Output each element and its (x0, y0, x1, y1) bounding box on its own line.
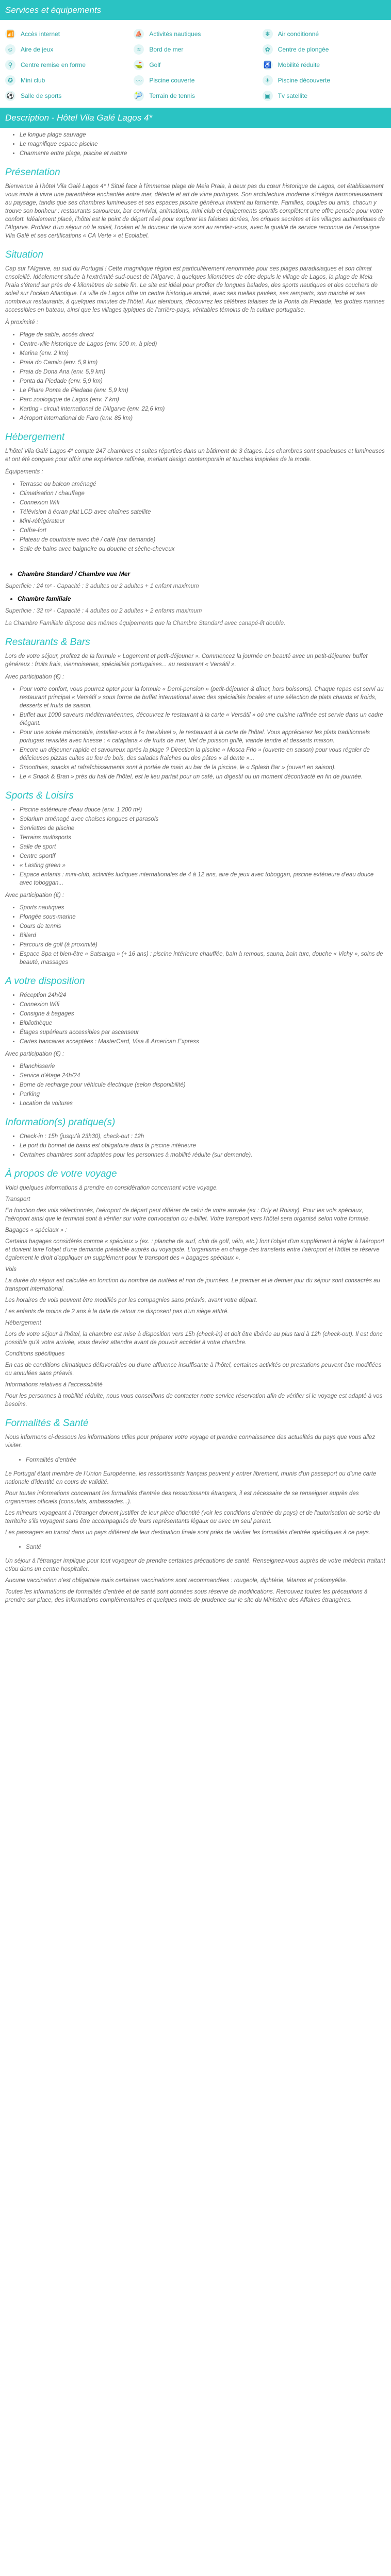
amenity-label: Tv satellite (278, 92, 308, 99)
room-standard-text: Superficie : 24 m² - Capacité : 3 adultes ou 2 adultes + 1 enfant maximum (5, 583, 199, 589)
lodging-title: Hébergement (5, 432, 65, 443)
formalities-paragraph: Les passagers en transit dans un pays différent de leur destination finale sont priés de vérifier les formalités d'entrée spécifiques à ce pays. (5, 1530, 370, 1536)
amenity-label: Air conditionné (278, 30, 319, 38)
amenity-label: Aire de jeux (21, 46, 54, 53)
restaurant-item: • Pour votre confort, vous pourrez opter pour la formule « Demi-pension » (petit-déjeuner & dîner, hors boissons). Chaque repas est servi au restaurant principal « Versátil » sous forme de buffet international avec des spécialités locales et une sélection de plats chauds et froids, desserts et fruits de saison. (20, 685, 386, 710)
formalities-paragraphs (5, 1470, 386, 1537)
about-paragraph: La durée du séjour est calculée en fonction du nombre de nuitées et non de journées. Le premier et le dernier jour du séjour sont consacrés au transport international. (5, 1278, 380, 1292)
sports-item: • Centre sportif (20, 852, 386, 860)
miniclub-icon: ✪ (5, 75, 15, 86)
amenity-item (5, 58, 128, 72)
lodging-item: • Coffre-fort (20, 527, 386, 535)
restaurant-item: • Pour une soirée mémorable, installez-vous à l'« Inevitável », le restaurant à la carte de l'hôtel. Vous apprécierez les plats traditionnels portugais revisités avec finesse : « cataplana » de fruits de mer, filet de poisson grillé, viande tendre et desserts maison. (20, 728, 386, 745)
lodging-item: • Connexion Wifi (20, 499, 386, 507)
about-intro: Voici quelques informations à prendre en considération concernant votre voyage. (5, 1185, 218, 1191)
about-paragraph: En cas de conditions climatiques défavorables ou d'une affluence insuffisante à l'hôtel, certaines activités ou prestations peuvent être modifiées ou annulées sans préavis. (5, 1362, 382, 1377)
about-title: À propos de votre voyage (5, 1168, 117, 1179)
formalities-list-a (5, 1456, 386, 1464)
restaurant-item: • Buffet aux 1000 saveurs méditerranéennes, découvrez le restaurant à la carte « Versátil » où une cuisine raffinée est servie dans un cadre élégant. (20, 711, 386, 727)
restaurants-list-intro: Avec participation (€) : (5, 674, 64, 680)
disposition-item: • Étages supérieurs accessibles par ascenseur (20, 1028, 386, 1037)
presentation-title: Présentation (5, 167, 60, 178)
practical-list (12, 1132, 386, 1159)
sports-paid-item: • Espace Spa et bien-être « Satsanga » (+ 16 ans) : piscine intérieure chauffée, bain à remous, sauna, bain turc, douche « Vichy », soins de beauté, massages (20, 950, 386, 967)
disposition-item: • Connexion Wifi (20, 1001, 386, 1009)
room-standard-title: Chambre Standard / Chambre vue Mer (18, 570, 131, 578)
situation-list-intro: À proximité : (5, 319, 38, 326)
sports-paid-item: • Parcours de golf (à proximité) (20, 941, 386, 949)
situation-item: • Plage de sable, accès direct (20, 331, 386, 339)
highlight-item: • Le magnifique espace piscine (20, 140, 386, 148)
kids-icon: ☺ (5, 44, 15, 55)
about-paragraph: Conditions spécifiques (5, 1351, 65, 1357)
lodging-text: L'hôtel Vila Galé Lagos 4* compte 247 chambres et suites réparties dans un bâtiment de 3 étages. Les chambres sont spacieuses et lumineuses et ont été conçues pour offrir une expérience raffinée, mariant design contemporain et touches inspirées de la mode. (5, 448, 385, 463)
room-family-title: Chambre familiale (18, 595, 71, 602)
disposition-paid-item: • Location de voitures (20, 1099, 386, 1108)
restaurant-item: • Encore un déjeuner rapide et savoureux après la plage ? Direction la piscine « Mosca Frio » (ouverte en saison) pour vous régaler de délicieuses pizzas cuites au feu de bois, des salades fraîches ou des pâtes « al dente »... (20, 746, 386, 762)
fitness-icon: ⚲ (5, 60, 15, 70)
health-paragraph: Aucune vaccination n'est obligatoire mais certaines vaccinations sont recommandées : rougeole, diphtérie, tétanos et poliomyélite. (5, 1578, 348, 1584)
about-paragraph: Transport (5, 1196, 30, 1202)
golf-icon: ⛳ (134, 60, 144, 70)
amenity-item (5, 43, 128, 56)
outdoor-pool-icon: ☀ (263, 75, 273, 86)
disposition-paid-list (12, 1062, 386, 1108)
about-paragraph: Informations relatives à l'accessibilité (5, 1382, 103, 1388)
formalities-item: • Formalités d'entrée (26, 1456, 386, 1464)
sports-item: • Espace enfants : mini-club, activités ludiques internationales de 4 à 12 ans, aire de jeux avec toboggan, piscine extérieure d'eau douce avec toboggan... (20, 871, 386, 887)
sports-item: • Terrains multisports (20, 834, 386, 842)
amenity-item (134, 74, 257, 87)
about-paragraph: Certains bagages considérés comme « spéciaux » (ex. : planche de surf, club de golf, vélo, etc.) font l'objet d'un supplément à régler à l'aéroport et doivent faire l'objet d'une demande préalable auprès du voyagiste. L'organisme en charge des transferts entre l'aéroport et l'hôtel se réserve également le droit d'appliquer un supplément pour le transport des « bagages spéciaux ». (5, 1239, 384, 1261)
amenity-item (263, 89, 386, 103)
disposition-item: • Bibliothèque (20, 1019, 386, 1027)
amenity-label: Centre remise en forme (21, 61, 86, 69)
practical-item: • Check-in : 15h (jusqu'à 23h30), check-out : 12h (20, 1132, 386, 1141)
restaurants-title: Restaurants & Bars (5, 637, 90, 648)
formalities-item: • Santé (26, 1543, 386, 1551)
amenity-label: Piscine découverte (278, 77, 331, 84)
services-banner: Services et équipements (0, 0, 391, 20)
amenity-label: Centre de plongée (278, 46, 329, 53)
sports-item: • Solarium aménagé avec chaises longues et parasols (20, 815, 386, 823)
lodging-item: • Télévision à écran plat LCD avec chaînes satellite (20, 508, 386, 516)
sports-item: • Salle de sport (20, 843, 386, 851)
about-paragraph: Pour les personnes à mobilité réduite, nous vous conseillons de contacter notre service réservation afin de vérifier si le voyage est adapté à vos besoins. (5, 1393, 383, 1408)
formalities-paragraph: Les mineurs voyageant à l'étranger doivent justifier de leur pièce d'identité (voir les conditions d'entrée du pays) et de l'autorisation de sortie du territoire s'ils voyagent sans être accompagnés de leurs représentants légaux ou avec un seul parent. (5, 1510, 380, 1524)
amenity-label: Mobilité réduite (278, 61, 320, 69)
amenity-item (134, 43, 257, 56)
amenity-item (5, 89, 128, 103)
health-paragraph: Un séjour à l'étranger implique pour tout voyageur de prendre certaines précautions de santé. Renseignez-vous auprès de votre médecin traitant et/ou dans un centre hospitalier. (5, 1558, 385, 1572)
disposition-paid-intro: Avec participation (€) : (5, 1051, 64, 1057)
amenity-item (134, 58, 257, 72)
lodging-item: • Salle de bains avec baignoire ou douche et sèche-cheveux (20, 545, 386, 553)
situation-item: • Ponta da Piedade (env. 5,9 km) (20, 377, 386, 385)
highlight-item: • Le longue plage sauvage (20, 131, 386, 139)
disposition-item: • Réception 24h/24 (20, 991, 386, 999)
lodging-item: • Mini-réfrigérateur (20, 517, 386, 526)
disposition-paid-item: • Borne de recharge pour véhicule électrique (selon disponibilité) (20, 1081, 386, 1089)
formalities-paragraph: Le Portugal étant membre de l'Union Européenne, les ressortissants français peuvent y entrer librement, munis d'un passeport ou d'une carte nationale d'identité en cours de validité. (5, 1471, 377, 1485)
restaurants-text: Lors de votre séjour, profitez de la formule « Logement et petit-déjeuner ». Commencez la journée en beauté avec un petit-déjeuner buffet généreux : fruits frais, viennoiseries, spécialités portugaises... au restaurant « Versátil ». (5, 653, 368, 668)
room-family-note: La Chambre Familiale dispose des mêmes équipements que la Chambre Standard avec canapé-lit double. (5, 620, 286, 626)
amenity-label: Salle de sports (21, 92, 62, 99)
about-paragraph: Vols (5, 1266, 17, 1273)
amenity-item (5, 27, 128, 41)
disposition-list (12, 991, 386, 1046)
formalities-intro: Nous informons ci-dessous les informations utiles pour préparer votre voyage et prendre connaissance des actualités du pays que vous allez visiter. (5, 1434, 376, 1449)
amenity-item (5, 74, 128, 87)
situation-item: • Aéroport international de Faro (env. 85 km) (20, 414, 386, 422)
situation-item: • Parc zoologique de Lagos (env. 7 km) (20, 396, 386, 404)
about-paragraph: Les enfants de moins de 2 ans à la date de retour ne disposent pas d'un siège attitré. (5, 1309, 229, 1315)
sports-paid-item: • Sports nautiques (20, 904, 386, 912)
amenity-item (263, 58, 386, 72)
activities-icon: ⛵ (134, 29, 144, 39)
about-paragraphs (5, 1195, 386, 1409)
sports-item: • Serviettes de piscine (20, 824, 386, 833)
lodging-list-intro: Équipements : (5, 469, 43, 475)
sports-item: • « Lasting green » (20, 861, 386, 870)
room-family-text: Superficie : 32 m² - Capacité : 4 adultes ou 2 adultes + 2 enfants maximum (5, 608, 202, 614)
restaurants-list (12, 685, 386, 781)
disposition-paid-item: • Blanchisserie (20, 1062, 386, 1071)
amenity-label: Bord de mer (149, 46, 184, 53)
spa-icon: ✿ (263, 44, 273, 55)
about-paragraph: En fonction des vols sélectionnés, l'aéroport de départ peut différer de celui de votre arrivée (ex : Orly et Roissy). Pour les vols spéciaux, l'aéroport ainsi que le terminal sont à vérifier sur votre convocation ou e-billet. Votre transport vers l'hôtel sera organisé selon votre formule. (5, 1208, 370, 1222)
formalities-list-b (5, 1543, 386, 1551)
amenity-label: Mini club (21, 77, 45, 84)
description-banner: Description - Hôtel Vila Galé Lagos 4* (0, 108, 391, 128)
situation-item: • Praia de Dona Ana (env. 5,9 km) (20, 368, 386, 376)
tv-icon: ▣ (263, 91, 273, 101)
sports-list (12, 806, 386, 887)
amenity-label: Terrain de tennis (149, 92, 196, 99)
formalities-title: Formalités & Santé (5, 1418, 89, 1429)
amenity-label: Accès internet (21, 30, 60, 38)
lodging-list (12, 480, 386, 553)
situation-item: • Le Phare Ponta de Piedade (env. 5,9 km) (20, 386, 386, 395)
situation-item: • Marina (env. 2 km) (20, 349, 386, 358)
sports-item: • Piscine extérieure d'eau douce (env. 1 200 m²) (20, 806, 386, 814)
restaurant-item: • Smoothies, snacks et rafraîchissements sont à portée de main au bar de la piscine, le « Splash Bar » (ouvert en saison). (20, 764, 386, 772)
about-paragraph: Les horaires de vols peuvent être modifiés par les compagnies sans préavis, avant votre départ. (5, 1297, 258, 1303)
about-paragraph: Hébergement (5, 1320, 41, 1326)
situation-item: • Praia do Camilo (env. 5,9 km) (20, 359, 386, 367)
practical-item: • Certaines chambres sont adaptées pour les personnes à mobilité réduite (sur demande). (20, 1151, 386, 1159)
amenities-grid (0, 20, 391, 108)
ac-icon: ❄ (263, 29, 273, 39)
disposition-item: • Cartes bancaires acceptées : MasterCard, Visa & American Express (20, 1038, 386, 1046)
highlight-item: • Charmante entre plage, piscine et nature (20, 149, 386, 158)
sports-paid-intro: Avec participation (€) : (5, 892, 64, 899)
practical-title: Information(s) pratique(s) (5, 1117, 116, 1128)
about-paragraph: Lors de votre séjour à l'hôtel, la chambre est mise à disposition vers 15h (check-in) et doit être libérée au plus tard à 12h (check-out). Il est donc possible qu'à votre arrivée, vous deviez attendre avant de pouvoir accéder à votre chambre. (5, 1331, 383, 1346)
amenity-label: Golf (149, 61, 161, 69)
situation-text: Cap sur l'Algarve, au sud du Portugal ! Cette magnifique région est particulièrement renommée pour ses plages paradisiaques et son climat ensoleillé. Idéalement située à l'extrémité sud-ouest de l'Algarve, à quelques kilomètres de côte depuis le village de Lagos, la plage de Meia Praia s'étend sur près de 4 kilomètres de sable fin. Le site est idéal pour profiter de longues balades, des sports nautiques et des couchers de soleil sur l'océan Atlantique. La ville de Lagos offre un centre historique animé, avec ses ruelles pavées, ses remparts, son marché et ses nombreux restaurants, à quelques minutes de l'hôtel. Aux alentours, découvrez les célèbres falaises de la Ponta da Piedade, les grottes marines accessibles en bateau, ainsi que les villages typiques de l'arrière-pays, véritables témoins de la culture portugaise. (5, 266, 385, 313)
situation-item: • Karting - circuit international de l'Algarve (env. 22,6 km) (20, 405, 386, 413)
practical-item: • Le port du bonnet de bains est obligatoire dans la piscine intérieure (20, 1142, 386, 1150)
sports-paid-item: • Billard (20, 931, 386, 940)
health-paragraph: Toutes les informations de formalités d'entrée et de santé sont données sous réserve de modifications. Retrouvez toutes les précautions à prendre sur place, des informations complémentaires et quelques mots de prudence sur le site du Ministère des Affaires étrangères. (5, 1589, 368, 1603)
situation-item: • Centre-ville historique de Lagos (env. 900 m, à pied) (20, 340, 386, 348)
pool-icon: 〰 (134, 75, 144, 86)
lodging-item: • Plateau de courtoisie avec thé / café (sur demande) (20, 536, 386, 544)
amenity-item (134, 27, 257, 41)
restaurant-item: • Le « Snack & Bran » près du hall de l'hôtel, est le lieu parfait pour un café, un digestif ou un moment décontracté en fin de journée. (20, 773, 386, 781)
sports-paid-list (12, 904, 386, 967)
lodging-item: • Terrasse ou balcon aménagé (20, 480, 386, 488)
disposition-title: A votre disposition (5, 976, 85, 987)
situation-list (12, 331, 386, 422)
sports-paid-item: • Plongée sous-marine (20, 913, 386, 921)
lodging-item: • Climatisation / chauffage (20, 489, 386, 498)
sport-icon: ⚽ (5, 91, 15, 101)
sports-title: Sports & Loisirs (5, 790, 74, 801)
disposition-paid-item: • Parking (20, 1090, 386, 1098)
amenity-item (134, 89, 257, 103)
situation-title: Situation (5, 249, 43, 260)
amenity-label: Piscine couverte (149, 77, 195, 84)
highlights-list (12, 131, 386, 158)
sea-icon: ≈ (134, 44, 144, 55)
health-paragraphs (5, 1557, 386, 1604)
mobility-icon: ♿ (263, 60, 273, 70)
about-paragraph: Bagages « spéciaux » : (5, 1227, 67, 1233)
disposition-paid-item: • Service d'étage 24h/24 (20, 1072, 386, 1080)
amenity-label: Activités nautiques (149, 30, 201, 38)
presentation-text: Bienvenue à l'hôtel Vila Galé Lagos 4* ! Situé face à l'immense plage de Meia Praia, à deux pas du cœur historique de Lagos, cet établissement vous invite à vivre une parenthèse enchantée entre mer, détente et art de vivre portugais. Son architecture moderne s'intègre harmonieusement au paysage, tandis que ses chambres lumineuses et ses espaces piscine généreux invitent au farniente. Familles, couples ou amis, chacun y trouve son bonheur : restaurants savoureux, bar convivial, animations, mini club et équipements sportifs complètent une offre pensée pour votre confort. Idéalement placé, l'hôtel est le point de départ rêvé pour explorer les falaises dorées, les criques secrètes et les villages authentiques de l'Algarve. Profitez d'un séjour où le soleil, l'océan et la douceur de vivre sont au rendez-vous, avec la qualité de service reconnue de l'enseigne Vila Galé et ses certifications « CA Verte » et Ecolabel. (5, 183, 385, 239)
wifi-icon: 📶 (5, 29, 15, 39)
amenity-item (263, 27, 386, 41)
formalities-paragraph: Pour toutes informations concernant les formalités d'entrée des ressortissants étrangers, il est nécessaire de se renseigner auprès des organismes officiels (consulats, ambassades...). (5, 1490, 359, 1505)
amenity-item (263, 43, 386, 56)
sports-paid-item: • Cours de tennis (20, 922, 386, 930)
tennis-icon: 🎾 (134, 91, 144, 101)
amenity-item (263, 74, 386, 87)
disposition-item: • Consigne à bagages (20, 1010, 386, 1018)
